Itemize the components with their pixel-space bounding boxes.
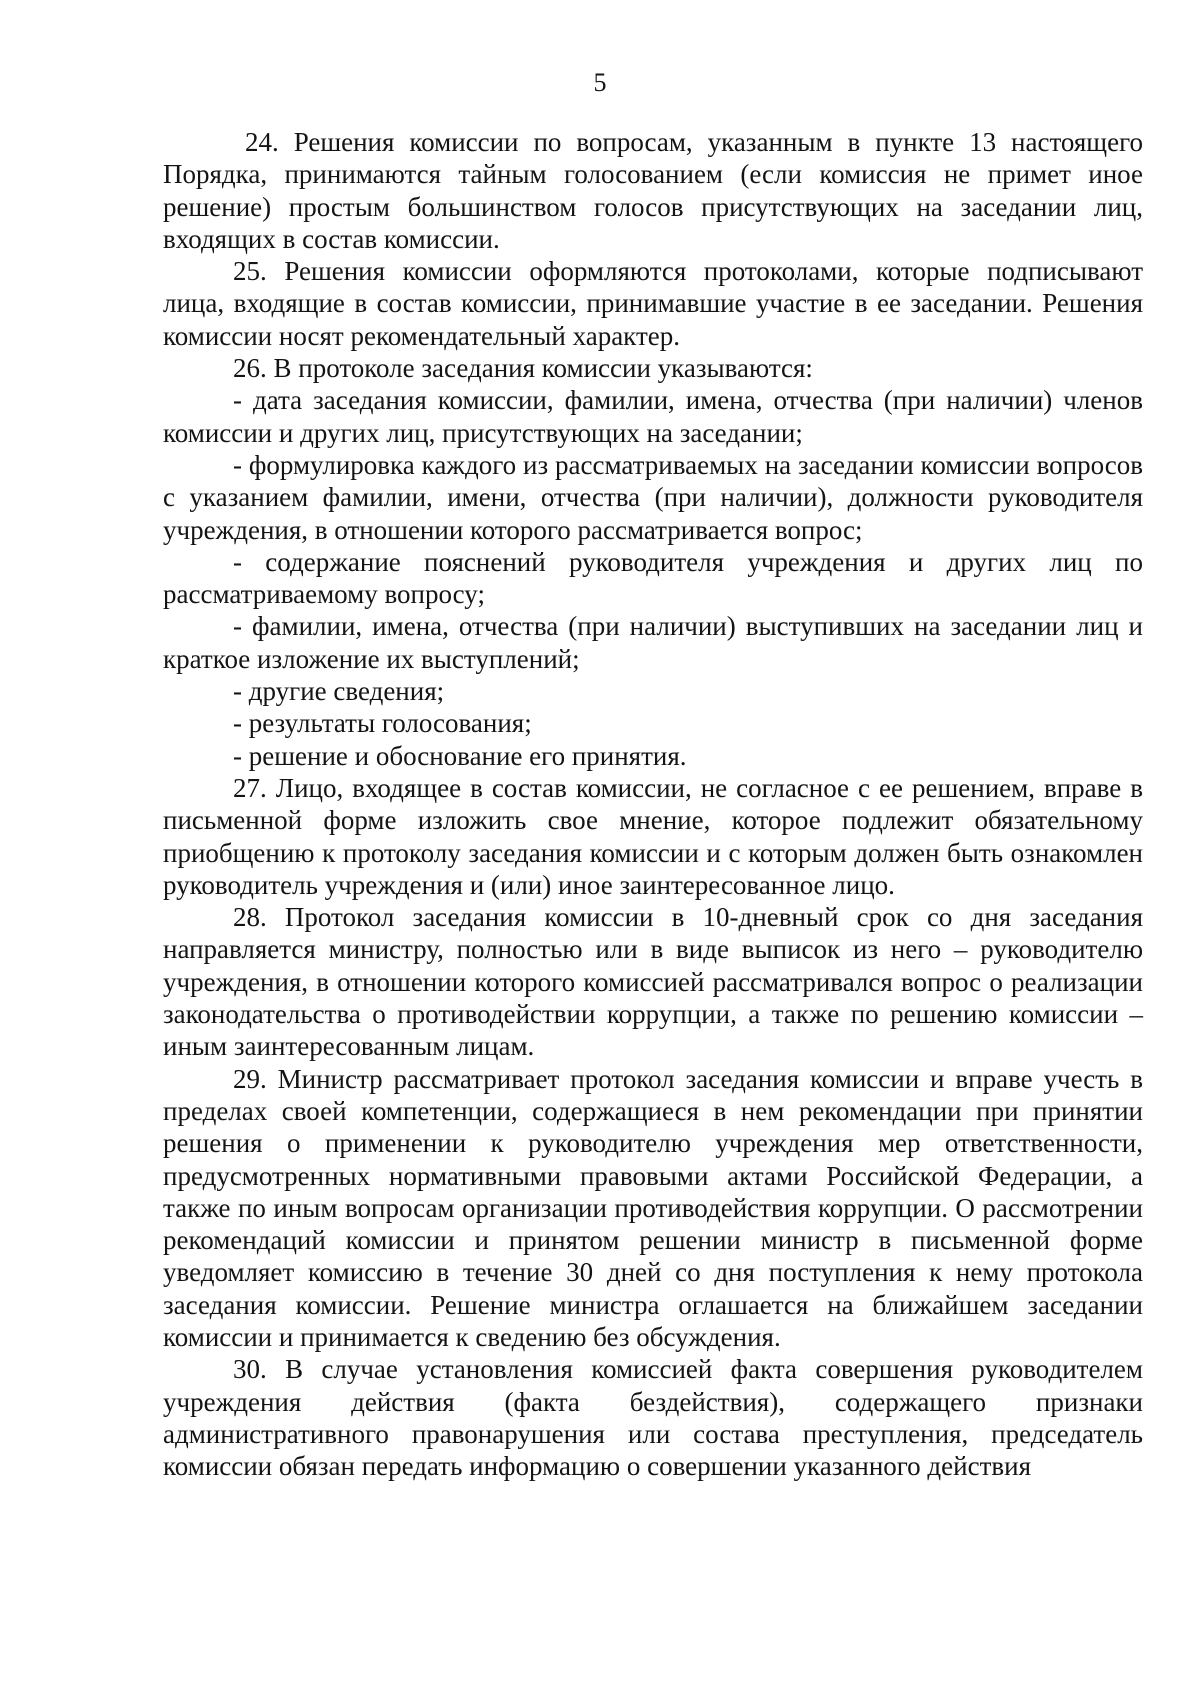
paragraph-25: 25. Решения комиссии оформляются протоколами, которые подписывают лица, входящие в состав комиссии, принимавшие участие в ее заседании. Решения комиссии носят рекомендательный характер. <box>163 256 1143 351</box>
paragraph-28: 28. Протокол заседания комиссии в 10-дневный срок со дня заседания направляется министру, полностью или в виде выписок из него – руководителю учреждения, в отношении которого комиссией рассматривался вопрос о реализации законодательства о противодействии коррупции, а также по решению комиссии – иным заинтересованным лицам. <box>163 902 1143 1062</box>
list-item-question-wording: - формулировка каждого из рассматриваемых на заседании комиссии вопросов с указанием фамилии, имени, отчества (при наличии), должности руководителя учреждения, в отношении которого рассматривается вопрос; <box>163 449 1143 545</box>
list-item-decision: - решение и обоснование его принятия. <box>233 740 687 771</box>
list-item-voting-results: - результаты голосования; <box>233 708 532 739</box>
paragraph-24: 24. Решения комиссии по вопросам, указанным в пункте 13 настоящего Порядка, принимаются тайным голосованием (если комиссия не примет иное решение) простым большинством голосов присутствующих на заседании лиц, входящих в состав комиссии. <box>163 127 1143 254</box>
page-number: 5 <box>593 68 607 97</box>
list-item-meeting-date: - дата заседания комиссии, фамилии, имена, отчества (при наличии) членов комиссии и других лиц, присутствующих на заседании; <box>163 385 1143 448</box>
paragraph-29: 29. Министр рассматривает протокол заседания комиссии и вправе учесть в пределах своей компетенции, содержащиеся в нем рекомендации при принятии решения о применении к руководителю учреждения мер ответственности, предусмотренных нормативными правовыми актами Российской Федерации, а также по иным вопросам организации противодействия коррупции. О рассмотрении рекомендаций комиссии и принятом решении министр в письменной форме уведомляет комиссию в течение 30 дней со дня поступления к нему протокола заседания комиссии. Решение министра оглашается на ближайшем заседании комиссии и принимается к сведению без обсуждения. <box>163 1063 1143 1352</box>
list-item-other-info: - другие сведения; <box>233 676 445 707</box>
paragraph-26: 26. В протоколе заседания комиссии указываются: <box>233 353 813 384</box>
document-body <box>163 126 1143 1482</box>
paragraph-27: 27. Лицо, входящее в состав комиссии, не согласное с ее решением, вправе в письменной форме изложить свое мнение, которое подлежит обязательному приобщению к протоколу заседания комиссии и с которым должен быть ознакомлен руководитель учреждения и (или) иное заинтересованное лицо. <box>163 772 1143 900</box>
list-item-explanations: - содержание пояснений руководителя учреждения и других лиц по рассматриваемому вопросу; <box>163 546 1143 610</box>
list-item-speakers: - фамилии, имена, отчества (при наличии) выступивших на заседании лиц и краткое изложение их выступлений; <box>163 611 1143 674</box>
paragraph-30: 30. В случае установления комиссией факта совершения руководителем учреждения действия (факта бездействия), содержащего признаки административного правонарушения или состава преступления, председатель комиссии обязан передать информацию о совершении указанного действия <box>163 1354 1143 1482</box>
